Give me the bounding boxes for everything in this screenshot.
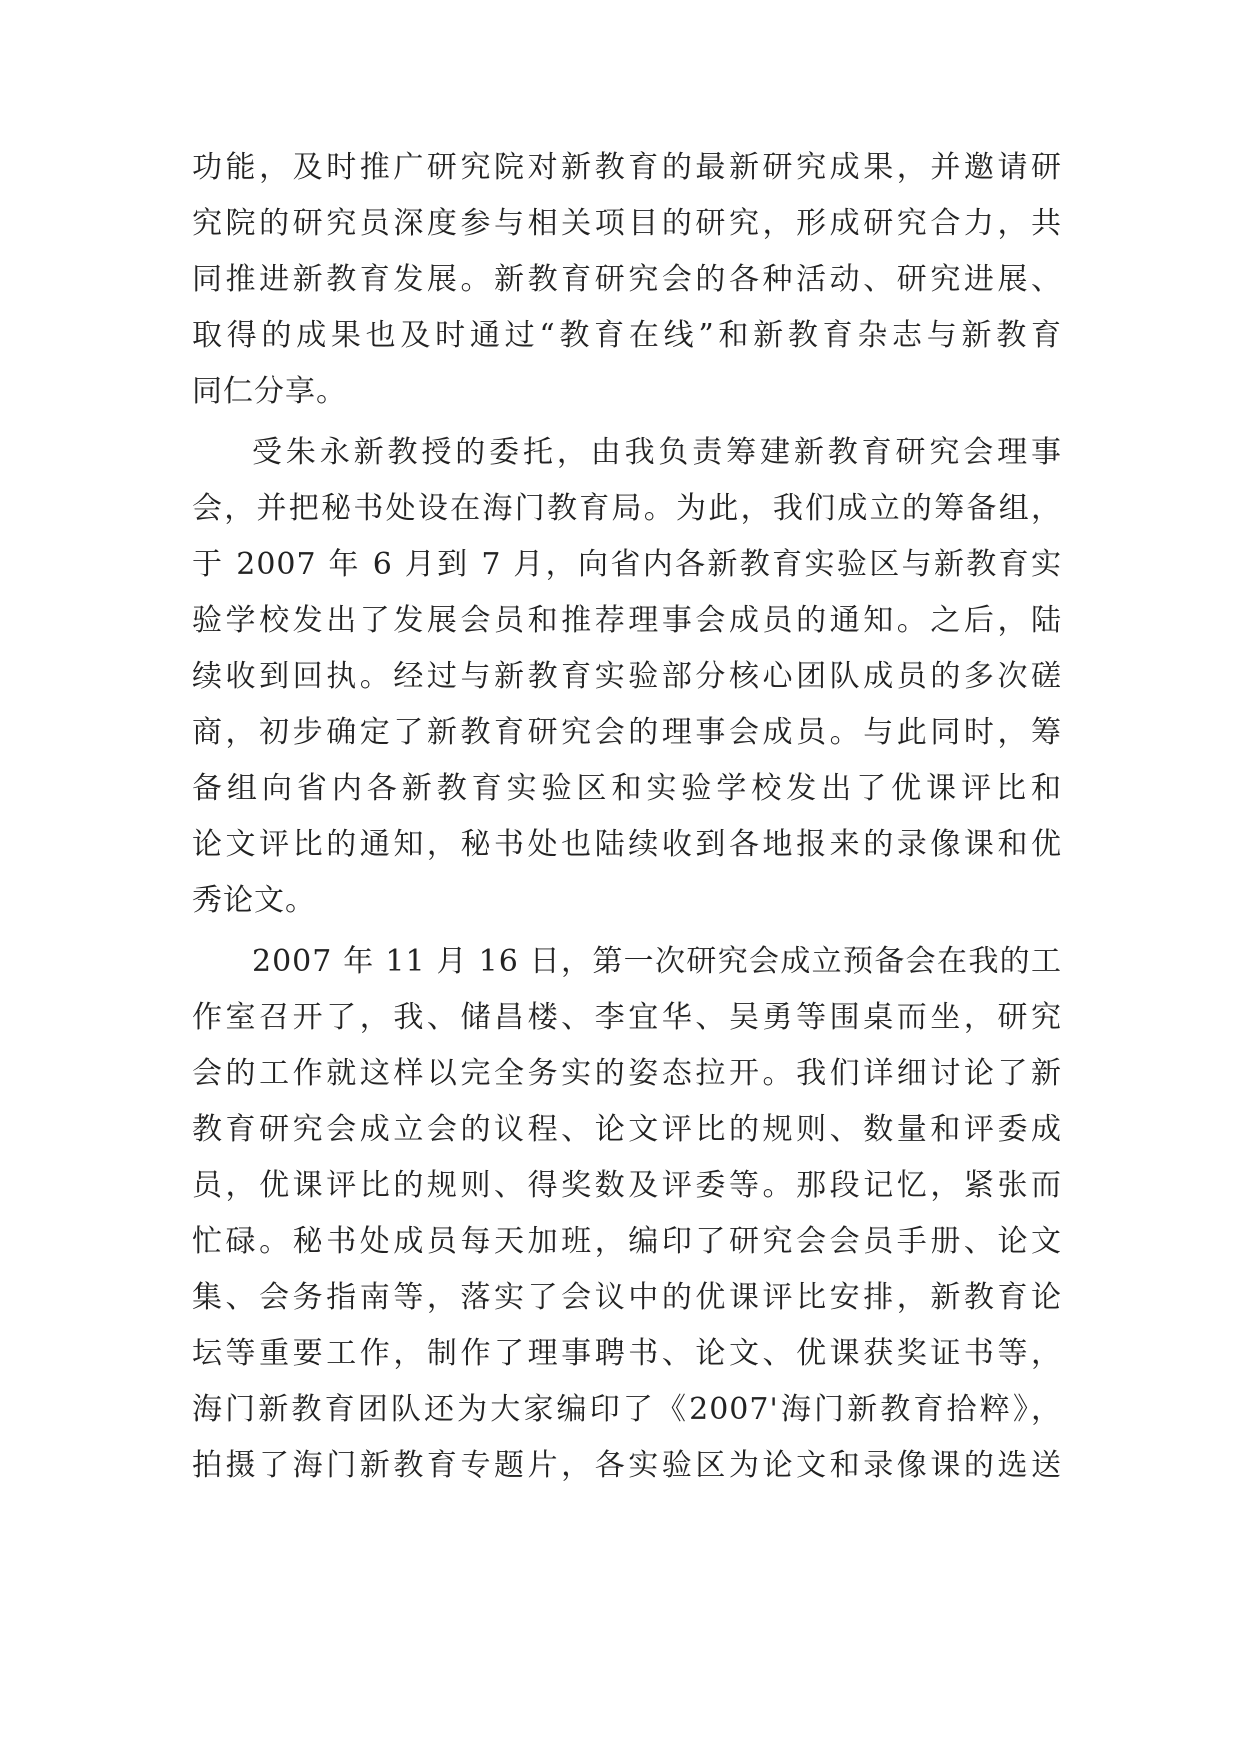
text-line: 教育研究会成立会的议程、论文评比的规则、数量和评委成	[192, 1112, 1062, 1147]
text-line: 商，初步确定了新教育研究会的理事会成员。与此同时，筹	[192, 715, 1062, 750]
text-line: 论文评比的通知，秘书处也陆续收到各地报来的录像课和优	[192, 827, 1062, 862]
text-line: 功能，及时推广研究院对新教育的最新研究成果，并邀请研	[192, 150, 1062, 185]
text-line: 忙碌。秘书处成员每天加班，编印了研究会会员手册、论文	[192, 1224, 1062, 1259]
text-line: 验学校发出了发展会员和推荐理事会成员的通知。之后，陆	[192, 603, 1062, 638]
text-line: 备组向省内各新教育实验区和实验学校发出了优课评比和	[192, 771, 1062, 806]
text-line: 续收到回执。经过与新教育实验部分核心团队成员的多次磋	[192, 659, 1062, 694]
text-line: 于 2007 年 6 月到 7 月，向省内各新教育实验区与新教育实	[192, 547, 1062, 582]
text-line: 作室召开了，我、储昌楼、李宜华、吴勇等围桌而坐，研究	[192, 1000, 1062, 1035]
text-line: 究院的研究员深度参与相关项目的研究，形成研究合力，共	[192, 206, 1062, 241]
text-line: 取得的成果也及时通过“教育在线”和新教育杂志与新教育	[192, 318, 1062, 353]
paragraph-first-line: 受朱永新教授的委托，由我负责筹建新教育研究会理事	[252, 435, 1062, 470]
text-line: 秀论文。	[192, 883, 316, 918]
text-line: 坛等重要工作，制作了理事聘书、论文、优课获奖证书等，	[192, 1336, 1062, 1371]
text-line: 同仁分享。	[192, 374, 347, 409]
text-line: 集、会务指南等，落实了会议中的优课评比安排，新教育论	[192, 1280, 1062, 1315]
text-line: 同推进新教育发展。新教育研究会的各种活动、研究进展、	[192, 262, 1062, 297]
paragraph-first-line: 2007 年 11 月 16 日，第一次研究会成立预备会在我的工	[252, 944, 1062, 979]
text-line: 海门新教育团队还为大家编印了《2007'海门新教育拾粹》，	[192, 1392, 1062, 1427]
text-line: 拍摄了海门新教育专题片，各实验区为论文和录像课的选送	[192, 1448, 1062, 1483]
text-line: 会，并把秘书处设在海门教育局。为此，我们成立的筹备组，	[192, 491, 1062, 526]
text-line: 员，优课评比的规则、得奖数及评委等。那段记忆，紧张而	[192, 1168, 1062, 1203]
text-line: 会的工作就这样以完全务实的姿态拉开。我们详细讨论了新	[192, 1056, 1062, 1091]
